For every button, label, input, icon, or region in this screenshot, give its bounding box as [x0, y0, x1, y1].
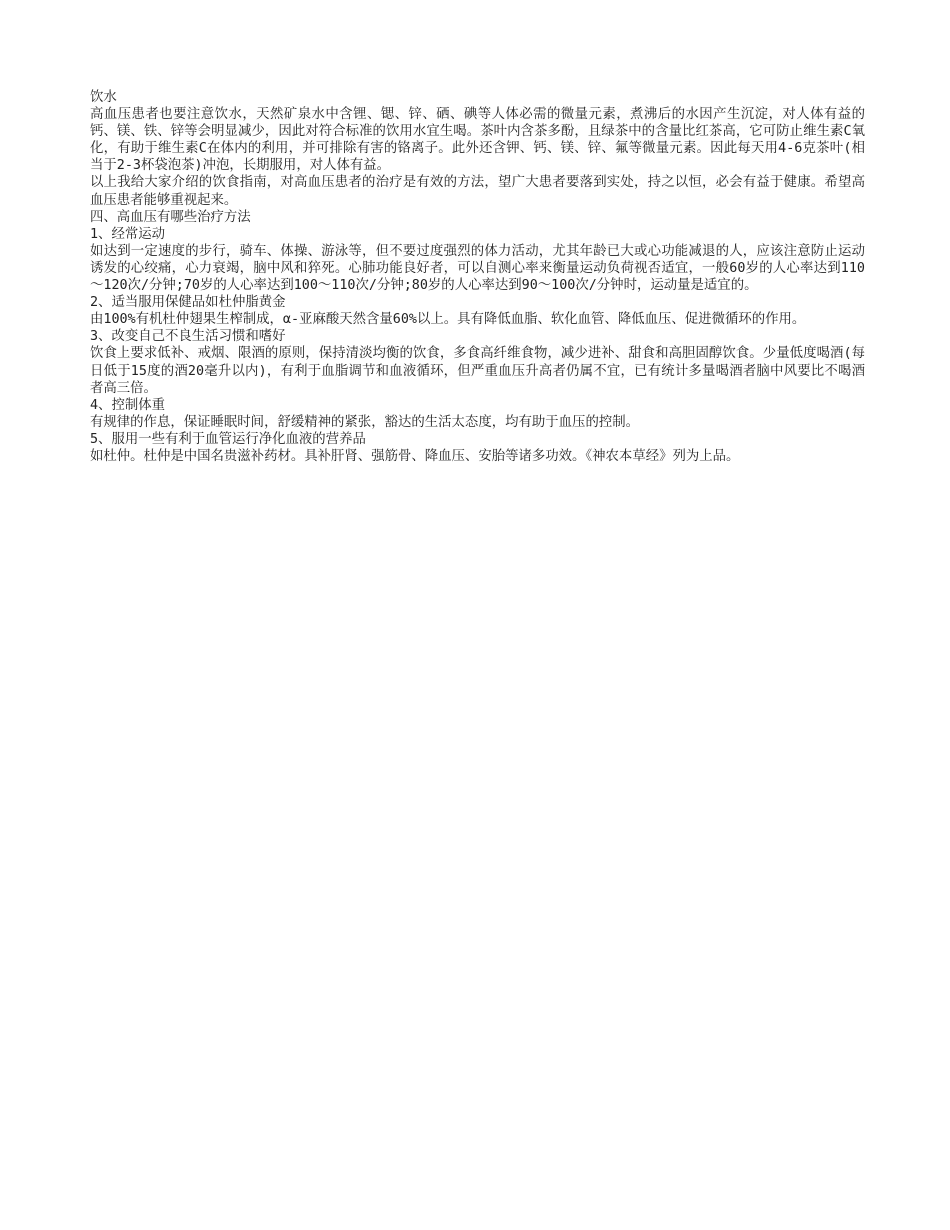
section-heading-treatment-methods: 四、高血压有哪些治疗方法 [90, 209, 251, 225]
subheading-nutrition-products: 5、服用一些有利于血管运行净化血液的营养品 [90, 431, 366, 447]
section-heading-drinking-water: 饮水 [90, 90, 117, 105]
paragraph-health-products: 由100%有机杜仲翅果生榨制成，α-亚麻酸天然含量60%以上。具有降低血脂、软化血管、降低血压、促进微循环的作用。 [90, 312, 806, 328]
subheading-regular-exercise: 1、经常运动 [90, 226, 166, 242]
paragraph-weight-control: 有规律的作息，保证睡眠时间，舒缓精神的紧张，豁达的生活太态度，均有助于血压的控制。 [90, 414, 640, 430]
subheading-health-products: 2、适当服用保健品如杜仲脂黄金 [90, 295, 286, 311]
document-body [90, 89, 865, 465]
paragraph-summary: 以上我给大家介绍的饮食指南，对高血压患者的治疗是有效的方法，望广大患者要落到实处，持之以恒，必会有益于健康。希望高血压患者能够重视起来。 [90, 175, 865, 208]
paragraph-regular-exercise: 如达到一定速度的步行，骑车、体操、游泳等，但不要过度强烈的体力活动，尤其年龄已大或心功能减退的人，应该注意防止运动诱发的心绞痛，心力衰竭，脑中风和猝死。心肺功能良好者，可以自测心率来衡量运动负荷视否适宜，一般60岁的人心率达到110～120次/分钟;70岁的人心率达到100～110次/分钟;80岁的人心率达到90～100次/分钟时，运动量是适宜的。 [90, 243, 865, 294]
subheading-weight-control: 4、控制体重 [90, 397, 166, 413]
paragraph-drinking-water: 高血压患者也要注意饮水，天然矿泉水中含锂、锶、锌、硒、碘等人体必需的微量元素，煮沸后的水因产生沉淀，对人体有益的钙、镁、铁、锌等会明显减少，因此对符合标准的饮用水宜生喝。茶叶内含茶多酚，且绿茶中的含量比红茶高，它可防止维生素C氧化，有助于维生素C在体内的利用，并可排除有害的铬离子。此外还含钾、钙、镁、锌、氟等微量元素。因此每天用4-6克茶叶(相当于2-3杯袋泡茶)冲泡，长期服用，对人体有益。 [90, 107, 865, 174]
subheading-lifestyle-habits: 3、改变自己不良生活习惯和嗜好 [90, 329, 286, 345]
paragraph-lifestyle-habits: 饮食上要求低补、戒烟、限酒的原则，保持清淡均衡的饮食，多食高纤维食物，减少进补、甜食和高胆固醇饮食。少量低度喝酒(每日低于15度的酒20毫升以内)，有利于血脂调节和血液循环，但严重血压升高者仍属不宜，已有统计多量喝酒者脑中风要比不喝酒者高三倍。 [90, 346, 865, 396]
paragraph-nutrition-products: 如杜仲。杜仲是中国名贵滋补药材。具补肝肾、强筋骨、降血压、安胎等诸多功效。《神农本草经》列为上品。 [90, 448, 740, 464]
